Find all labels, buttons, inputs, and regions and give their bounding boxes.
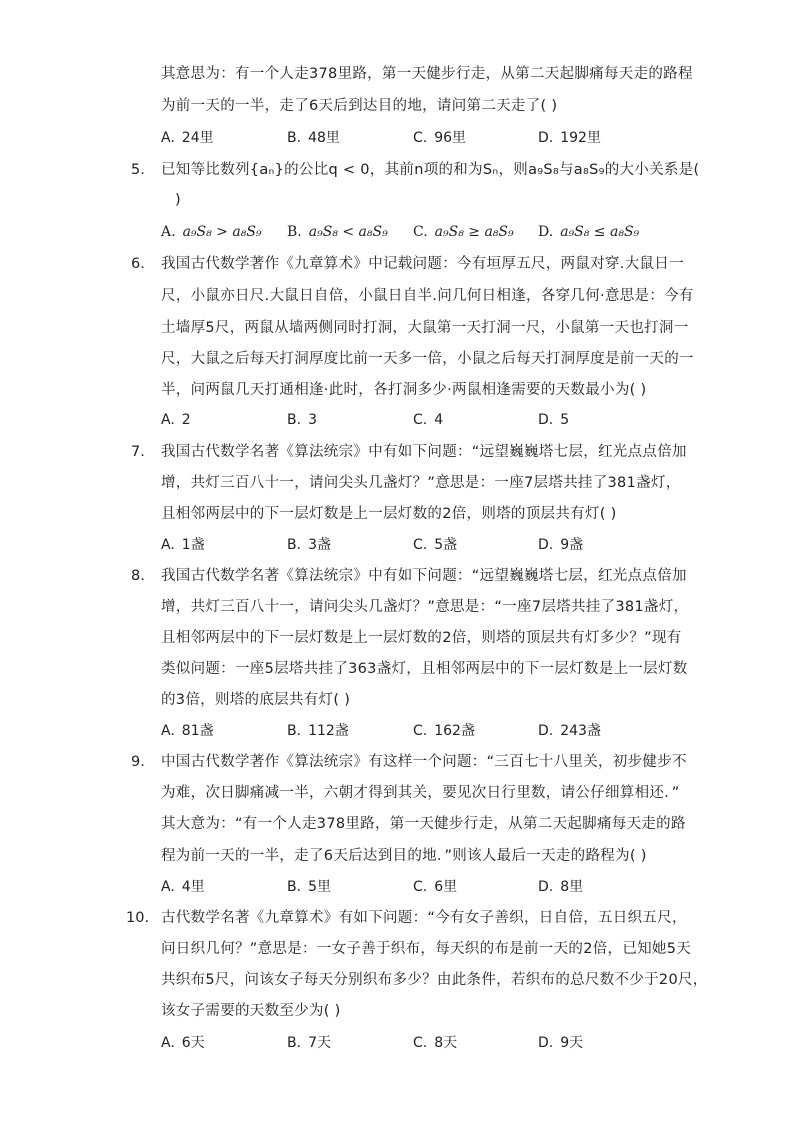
- q7-option-b: [287, 535, 331, 555]
- q4-option-d: [538, 128, 601, 148]
- option-letter: A.: [161, 412, 175, 428]
- option-letter: B.: [287, 130, 302, 146]
- option-letter: D.: [538, 130, 554, 146]
- option-letter: B.: [287, 1035, 302, 1051]
- option-text: a₉S₈ ≤ a₈S₉: [560, 224, 640, 240]
- option-letter: D.: [538, 537, 554, 553]
- option-letter: A.: [161, 723, 175, 739]
- option-text: a₉S₈ > a₈S₉: [182, 224, 262, 240]
- option-text: 2: [181, 412, 191, 428]
- option-text: a₉S₈ < a₈S₉: [308, 224, 388, 240]
- option-text: 8天: [434, 1035, 458, 1051]
- option-letter: C.: [413, 1035, 428, 1051]
- option-letter: B.: [287, 879, 302, 895]
- q8-line-1: 我国古代数学名著《算法统宗》中有如下问题：“远望巍巍塔七层，红光点点倍加: [161, 568, 687, 584]
- q5-option-c: [413, 222, 514, 242]
- q7-option-a: [161, 535, 205, 555]
- option-text: 8里: [560, 879, 584, 895]
- q7-line-2: 增，共灯三百八十一，请问尖头几盏灯？”意思是：一座7层塔共挂了381盏灯，: [161, 475, 681, 491]
- q6-line-3: 土墙厚5尺，两鼠从墙两侧同时打洞，大鼠第一天打洞一尺，小鼠第一天也打洞一: [161, 320, 689, 336]
- q8-option-b: [287, 721, 349, 741]
- q9-line-3: 其大意为：“有一个人走378里路，第一天健步行走，从第二天起脚痛每天走的路: [161, 816, 686, 832]
- option-letter: C.: [413, 537, 428, 553]
- option-text: 5: [560, 412, 570, 428]
- q10-line-1: 古代数学名著《九章算术》有如下问题：“今有女子善织，日自倍，五日织五尺，: [161, 910, 687, 926]
- q6-number: 6.: [131, 256, 145, 272]
- q6-option-c: [413, 410, 443, 430]
- option-letter: C.: [413, 723, 428, 739]
- q4-option-c: [413, 128, 466, 148]
- option-letter: A.: [161, 224, 176, 240]
- option-text: 243盏: [560, 723, 601, 739]
- option-text: 96里: [434, 130, 467, 146]
- q8-option-a: [161, 721, 214, 741]
- q9-line-4: 程为前一天的一半，走了6天后达到目的地．”则该人最后一天走的路程为( ): [161, 848, 647, 864]
- q10-line-3: 共织布5尺，问该女子每天分别织布多少？由此条件，若织布的总尺数不少于20尺，: [161, 972, 708, 988]
- option-text: 5盏: [434, 537, 458, 553]
- option-letter: D.: [538, 224, 554, 240]
- option-letter: A.: [161, 130, 175, 146]
- q6-option-a: [161, 410, 191, 430]
- q10-option-b: [287, 1033, 331, 1053]
- q6-line-4: 尺，大鼠之后每天打洞厚度比前一天多一倍，小鼠之后每天打洞厚度是前一天的一: [161, 351, 694, 367]
- q4-option-b: [287, 128, 340, 148]
- option-letter: C.: [413, 224, 428, 240]
- option-text: 192里: [560, 130, 601, 146]
- option-letter: B.: [287, 723, 302, 739]
- q9-option-a: [161, 877, 205, 897]
- option-text: a₉S₈ ≥ a₈S₉: [434, 224, 514, 240]
- q8-line-2: 增，共灯三百八十一，请问尖头几盏灯？”意思是：“一座7层塔共挂了381盏灯，: [161, 599, 689, 615]
- option-text: 5里: [308, 879, 331, 895]
- q9-number: 9.: [131, 754, 145, 770]
- option-text: 4: [434, 412, 444, 428]
- option-text: 6里: [434, 879, 458, 895]
- q10-line-4: 该女子需要的天数至少为( ): [161, 1003, 341, 1019]
- q4-line-2: 为前一天的一半，走了6天后到达目的地，请问第二天走了( ): [161, 98, 558, 114]
- q5-line-1: 已知等比数列{aₙ}的公比q < 0，其前n项的和为Sₙ，则a₉S₈与a₈S₉的大小关系是(: [161, 162, 700, 178]
- q7-line-3: 且相邻两层中的下一层灯数是上一层灯数的2倍，则塔的顶层共有灯( ): [161, 506, 617, 522]
- option-text: 9盏: [560, 537, 584, 553]
- option-text: 3: [308, 412, 317, 428]
- q7-line-1: 我国古代数学名著《算法统宗》中有如下问题：“远望巍巍塔七层，红光点点倍加: [161, 444, 687, 460]
- option-letter: B.: [287, 412, 302, 428]
- q7-number: 7.: [131, 444, 145, 460]
- option-letter: D.: [538, 1035, 554, 1051]
- q6-option-b: [287, 410, 317, 430]
- q9-option-b: [287, 877, 331, 897]
- q6-option-d: [538, 410, 569, 430]
- q5-number: 5.: [131, 162, 145, 178]
- q9-option-d: [538, 877, 583, 897]
- q6-line-1: 我国古代数学著作《九章算术》中记载问题：今有垣厚五尺，两鼠对穿.大鼠日一: [161, 256, 684, 272]
- q5-line-2: ): [175, 192, 181, 208]
- q10-option-d: [538, 1033, 583, 1053]
- option-text: 1盏: [181, 537, 205, 553]
- q7-option-d: [538, 535, 583, 555]
- q8-line-4: 类似问题：一座5层塔共挂了363盏灯，且相邻两层中的下一层灯数是上一层灯数: [161, 661, 688, 677]
- q5-option-a: [161, 222, 262, 242]
- option-text: 9天: [560, 1035, 584, 1051]
- option-letter: B.: [287, 537, 302, 553]
- option-letter: D.: [538, 723, 554, 739]
- q10-line-2: 问日织几何？”意思是：一女子善于织布，每天织的布是前一天的2倍，已知她5天: [161, 941, 692, 957]
- q10-number: 10.: [126, 910, 150, 926]
- q4-line-1: 其意思为：有一个人走378里路，第一天健步行走，从第二天起脚痛每天走的路程: [161, 66, 693, 82]
- option-text: 7天: [308, 1035, 331, 1051]
- option-text: 48里: [308, 130, 340, 146]
- option-letter: A.: [161, 537, 175, 553]
- q9-line-2: 为难，次日脚痛减一半，六朝才得到其关，要见次日行里数，请公仔细算相还．”: [161, 785, 680, 801]
- option-text: 112盏: [308, 723, 349, 739]
- q9-line-1: 中国古代数学著作《算法统宗》有这样一个问题：“三百七十八里关，初步健步不: [161, 754, 687, 770]
- q8-line-3: 且相邻两层中的下一层灯数是上一层灯数的2倍，则塔的顶层共有灯多少？”现有: [161, 630, 682, 646]
- q6-line-5: 半，问两鼠几天打通相逢·此时，各打洞多少·两鼠相逢需要的天数最小为( ): [161, 382, 647, 398]
- q7-option-c: [413, 535, 457, 555]
- option-letter: B.: [287, 224, 302, 240]
- option-letter: D.: [538, 412, 554, 428]
- option-letter: A.: [161, 1035, 175, 1051]
- option-text: 24里: [181, 130, 214, 146]
- option-letter: C.: [413, 412, 428, 428]
- option-letter: D.: [538, 879, 554, 895]
- q6-line-2: 尺，小鼠亦日尺.大鼠日自倍，小鼠日自半.问几何日相逢，各穿几何·意思是：今有: [161, 288, 694, 304]
- option-letter: A.: [161, 879, 175, 895]
- q8-line-5: 的3倍，则塔的底层共有灯( ): [161, 692, 351, 708]
- option-text: 4里: [181, 879, 205, 895]
- q9-option-c: [413, 877, 457, 897]
- option-text: 3盏: [308, 537, 331, 553]
- option-text: 6天: [181, 1035, 205, 1051]
- q10-option-c: [413, 1033, 457, 1053]
- q4-option-a: [161, 128, 214, 148]
- q5-option-d: [538, 222, 639, 242]
- option-letter: C.: [413, 879, 428, 895]
- q8-option-c: [413, 721, 475, 741]
- q8-number: 8.: [131, 568, 145, 584]
- option-text: 81盏: [181, 723, 214, 739]
- option-letter: C.: [413, 130, 428, 146]
- option-text: 162盏: [434, 723, 475, 739]
- q8-option-d: [538, 721, 601, 741]
- q10-option-a: [161, 1033, 205, 1053]
- q5-option-b: [287, 222, 388, 242]
